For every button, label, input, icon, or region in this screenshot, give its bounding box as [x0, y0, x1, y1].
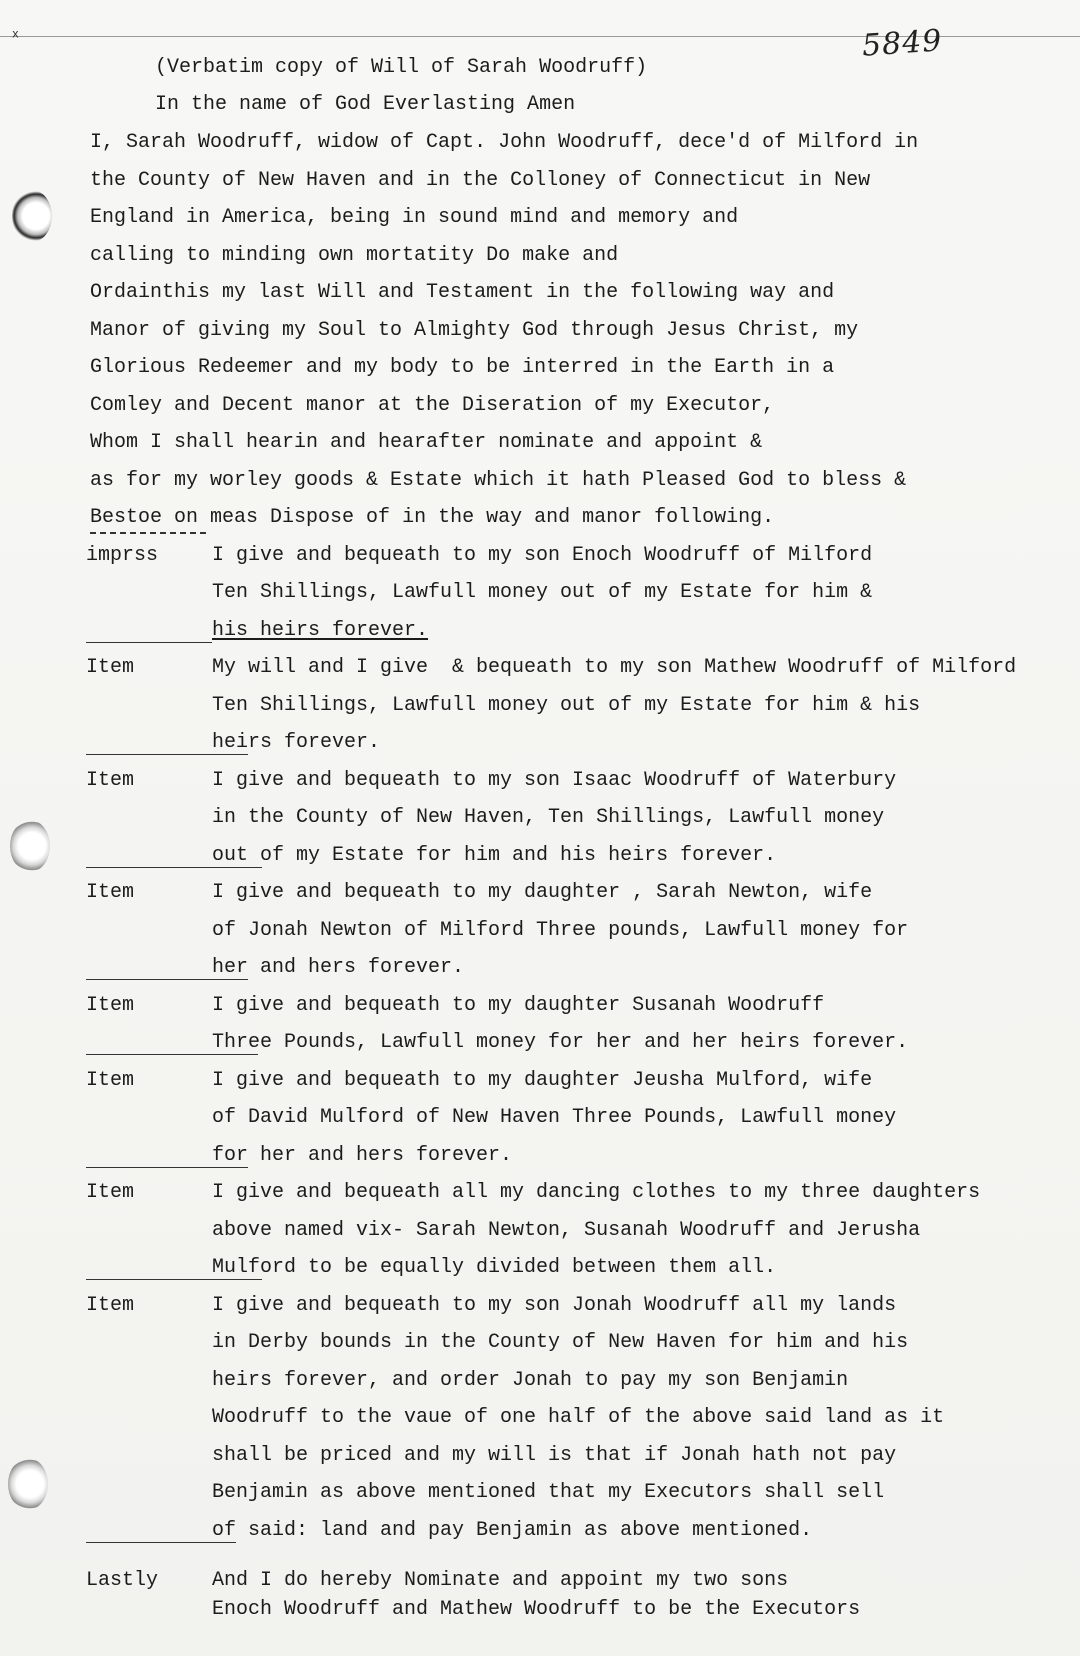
- preamble-line: Whom I shall hearin and hearafter nominate and appoint &: [90, 431, 763, 454]
- item-line: shall be priced and my will is that if Jonah hath not pay: [212, 1444, 897, 1467]
- margin-rule: [86, 1542, 236, 1543]
- preamble-line: Ordainthis my last Will and Testament in the following way and: [90, 281, 835, 304]
- item-line: I give and bequeath to my daughter Jeusha Mulford, wife: [212, 1069, 873, 1092]
- item-label: Item: [86, 1181, 135, 1204]
- item-line: Mulford to be equally divided between them all.: [212, 1256, 777, 1279]
- margin-rule: [86, 642, 212, 643]
- item-line: I give and bequeath to my daughter , Sarah Newton, wife: [212, 881, 873, 904]
- item-line: I give and bequeath to my daughter Susanah Woodruff: [212, 994, 825, 1017]
- item-label: Item: [86, 656, 135, 679]
- item-line: in the County of New Haven, Ten Shillings, Lawfull money: [212, 806, 885, 829]
- item-line: of David Mulford of New Haven Three Pounds, Lawfull money: [212, 1106, 897, 1129]
- punch-hole: [8, 1458, 48, 1510]
- preamble-line: Glorious Redeemer and my body to be interred in the Earth in a: [90, 356, 835, 379]
- punch-hole: [10, 820, 50, 872]
- invocation-line: In the name of God Everlasting Amen: [155, 93, 576, 116]
- preamble-final-rest: meas Dispose of in the way and manor following.: [198, 506, 775, 529]
- item-line: above named vix- Sarah Newton, Susanah Woodruff and Jerusha: [212, 1219, 921, 1242]
- item-line: Ten Shillings, Lawfull money out of my Estate for him & his: [212, 694, 921, 717]
- item-line: his heirs forever.: [212, 619, 429, 642]
- margin-rule: [86, 867, 262, 868]
- item-line: Benjamin as above mentioned that my Executors shall sell: [212, 1481, 885, 1504]
- item-line: Enoch Woodruff and Mathew Woodruff to be the Executors: [212, 1598, 861, 1621]
- item-line: My will and I give & bequeath to my son Mathew Woodruff of Milford: [212, 656, 1017, 679]
- item-line: of said: land and pay Benjamin as above mentioned.: [212, 1519, 813, 1542]
- preamble-line: I, Sarah Woodruff, widow of Capt. John Woodruff, dece'd of Milford in: [90, 131, 919, 154]
- item-line: And I do hereby Nominate and appoint my two sons: [212, 1569, 789, 1592]
- preamble-line: as for my worley goods & Estate which it hath Pleased God to bless &: [90, 469, 907, 492]
- margin-rule: [86, 1167, 248, 1168]
- item-line: heirs forever, and order Jonah to pay my son Benjamin: [212, 1369, 849, 1392]
- item-label: Lastly: [86, 1569, 159, 1592]
- item-label: imprss: [86, 544, 159, 567]
- item-line: in Derby bounds in the County of New Haven for him and his: [212, 1331, 909, 1354]
- item-line: I give and bequeath all my dancing clothes to my three daughters: [212, 1181, 981, 1204]
- preamble-line: Manor of giving my Soul to Almighty God through Jesus Christ, my: [90, 319, 859, 342]
- item-line: her and hers forever.: [212, 956, 465, 979]
- item-line: of Jonah Newton of Milford Three pounds, Lawfull money for: [212, 919, 909, 942]
- item-label: Item: [86, 1294, 135, 1317]
- preamble-line: England in America, being in sound mind and memory and: [90, 206, 739, 229]
- item-line: I give and bequeath to my son Isaac Woodruff of Waterbury: [212, 769, 897, 792]
- item-line: for her and hers forever.: [212, 1144, 513, 1167]
- margin-rule: [86, 979, 248, 980]
- bestoe-on-text: Bestoe on: [90, 506, 199, 529]
- item-line: Three Pounds, Lawfull money for her and her heirs forever.: [212, 1031, 909, 1054]
- punch-hole: [12, 190, 52, 242]
- item-line: I give and bequeath to my son Jonah Woodruff all my lands: [212, 1294, 897, 1317]
- item-line: heirs forever.: [212, 731, 381, 754]
- item-label: Item: [86, 994, 135, 1017]
- preamble-line: Comley and Decent manor at the Diseration of my Executor,: [90, 394, 775, 417]
- corner-mark: ˣ: [10, 28, 21, 48]
- dashed-underline: [90, 532, 206, 534]
- margin-rule: [86, 1054, 258, 1055]
- margin-rule: [86, 1279, 262, 1280]
- item-label: Item: [86, 1069, 135, 1092]
- preamble-line: the County of New Haven and in the Colloney of Connecticut in New: [90, 169, 871, 192]
- preamble-final-line: [90, 506, 774, 530]
- item-label: Item: [86, 769, 135, 792]
- item-line: Woodruff to the vaue of one half of the above said land as it: [212, 1406, 945, 1429]
- margin-rule: [86, 754, 248, 755]
- item-line: I give and bequeath to my son Enoch Woodruff of Milford: [212, 544, 873, 567]
- item-line: out of my Estate for him and his heirs forever.: [212, 844, 777, 867]
- item-line: Ten Shillings, Lawfull money out of my Estate for him &: [212, 581, 873, 604]
- item-label: Item: [86, 881, 135, 904]
- handwritten-reference-number: 5849: [860, 23, 944, 64]
- document-title: (Verbatim copy of Will of Sarah Woodruff): [155, 56, 648, 79]
- preamble-line: calling to minding own mortatity Do make and: [90, 244, 619, 267]
